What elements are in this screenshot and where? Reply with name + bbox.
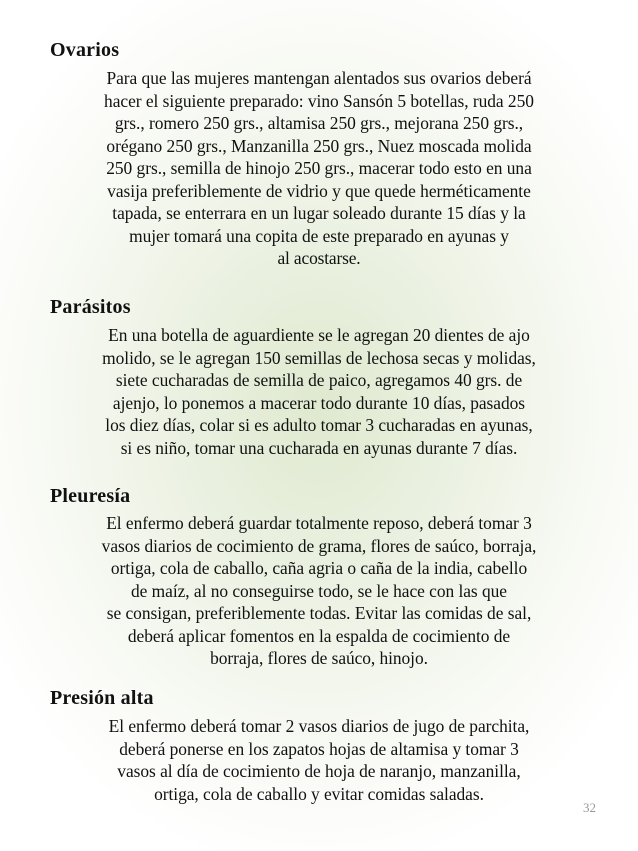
text-line: mujer tomará una copita de este preparado en ayunas y [129, 225, 509, 246]
text-line: vasos al día de cocimiento de hoja de naranjo, manzanilla, [117, 761, 521, 781]
text-line: vasos diarios de cocimiento de grama, flores de saúco, borraja, [101, 535, 537, 556]
text-line: de maíz, al no conseguirse todo, se le hace con las que [131, 580, 507, 601]
text-line: siete cucharadas de semilla de paico, agregamos 40 grs. de [115, 370, 523, 390]
text-line: orégano 250 grs., Manzanilla 250 grs., Nuez moscada molida [106, 135, 532, 156]
section-title-ovarios: Ovarios [50, 39, 120, 61]
text-line: deberá aplicar fomentos en la espalda de cocimiento de [127, 625, 511, 646]
section-title-pleuresia: Pleuresía [50, 485, 131, 507]
text-line: deberá ponerse en los zapatos hojas de altamisa y tomar 3 [119, 738, 519, 759]
section-title-parasitos: Parásitos [50, 296, 131, 318]
text-line: Para que las mujeres mantengan alentados sus ovarios deberá [106, 68, 532, 88]
text-line: ortiga, cola de caballo y evitar comidas saladas. [154, 783, 484, 804]
text-line: se consigan, preferiblemente todas. Evitar las comidas de sal, [106, 603, 532, 623]
section-title-presion-alta: Presión alta [50, 687, 154, 709]
text-line: al acostarse. [277, 248, 361, 268]
section-text-ovarios [40, 67, 598, 270]
text-line: vasija preferiblemente de vidrio y que quede herméticamente [107, 180, 531, 201]
text-line: El enfermo deberá guardar totalmente reposo, deberá tomar 3 [106, 513, 532, 533]
text-line: ajenjo, lo ponemos a macerar todo durante 10 días, pasados [112, 392, 526, 413]
text-line: los diez días, colar si es adulto tomar 3 cucharadas en ayunas, [105, 415, 533, 435]
text-line: molido, se le agregan 150 semillas de lechosa secas y molidas, [102, 347, 536, 368]
text-line: ortiga, cola de caballo, caña agria o caña de la india, cabello [110, 558, 528, 578]
text-line: tapada, se enterrara en un lugar soleado durante 15 días y la [112, 203, 526, 223]
text-line: 250 grs., semilla de hinojo 250 grs., macerar todo esto en una [106, 158, 532, 178]
text-line: El enfermo deberá tomar 2 vasos diarios de jugo de parchita, [108, 716, 530, 736]
section-text-parasitos [40, 324, 598, 459]
page-number: 32 [583, 800, 596, 815]
text-line: si es niño, tomar una cucharada en ayunas durante 7 días. [120, 437, 518, 458]
text-line: grs., romero 250 grs., altamisa 250 grs., mejorana 250 grs., [114, 113, 524, 133]
section-text-presion-alta [40, 715, 598, 805]
text-line: En una botella de aguardiente se le agregan 20 dientes de ajo [108, 325, 530, 345]
text-line: borraja, flores de saúco, hinojo. [210, 648, 428, 668]
section-text-pleuresia [40, 512, 598, 670]
text-line: hacer el siguiente preparado: vino Sansón 5 botellas, ruda 250 [104, 90, 534, 111]
